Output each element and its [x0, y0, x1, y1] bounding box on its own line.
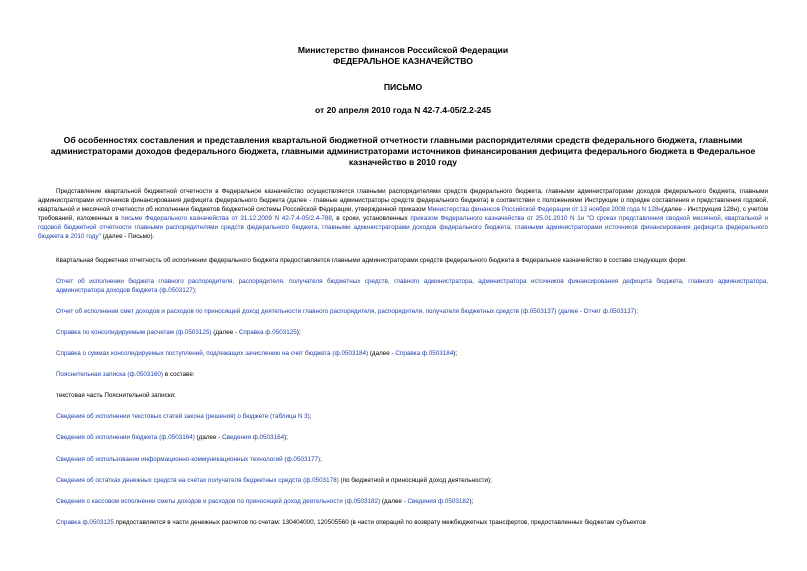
intro-text-1: Представление квартальной бюджетной отчетности в Федеральное казначейство осуществляется главными распорядителями средств федерального бюджета, главными администраторами доходов федерального бюджета, главными администраторами источников финансирования дефицита федерального бюджета (далее - главные администраторы средств федерального бюджета) в соответствии с положениями Инструкции о порядке составления и представления годовой, квартальной и месячной отчетности об исполнении бюджетов бюджетной системы Российской Федерации, утвержденной приказом: [38, 188, 768, 214]
link-form-0503127[interactable]: Отчет об исполнении бюджета главного распорядителя, распорядителя, получателя бюджетных средств, главного администратора, администратора источников финансирования дефицита бюджета, главного администратора, администратора доходов бюджета (ф.0503127);: [56, 277, 768, 294]
document-subject: Об особенностях составления и представления квартальной бюджетной отчетности главными распорядителями средств федерального бюджета, главными администраторами доходов федерального бюджета, главными администраторами источников финансирования дефицита федерального бюджета в Федеральное казначейство в 2010 году: [50, 135, 756, 167]
list-item: [38, 412, 768, 421]
list-item: текстовая часть Пояснительной записки;: [56, 392, 176, 400]
paragraph-forms: Квартальная бюджетная отчетность об исполнении федерального бюджета предоставляется главными администраторами средств федерального бюджета в Федеральное казначейство в составе следующих форм:: [56, 256, 688, 264]
paragraph-intro: [38, 187, 768, 242]
list-item: [38, 433, 768, 442]
intro-text-4: (далее - Письмо).: [100, 233, 155, 241]
list-item: [38, 307, 768, 316]
paragraph-text: предоставляется в части денежных расчетов по счетам: 130404000, 120505560 (в части операций по возврату межбюджетных трансфертов, предоставленных бюджетам субъектов: [113, 518, 646, 526]
document-page: [38, 0, 768, 527]
list-item-text: (далее -: [380, 497, 408, 505]
list-item: [38, 370, 768, 379]
list-item-text: );: [296, 328, 301, 336]
list-item-text: ;: [309, 413, 312, 421]
list-item-text: (далее -: [368, 350, 396, 358]
ministry-title: Министерство финансов Российской Федерации: [297, 45, 509, 55]
link-form-0503160[interactable]: Пояснительная записка (ф.0503160): [56, 371, 164, 379]
list-item-text: ;: [320, 455, 322, 463]
list-item-text: );: [284, 434, 288, 442]
list-item: [38, 277, 768, 295]
list-item-text: );: [469, 497, 474, 505]
document-type: ПИСЬМО: [383, 82, 423, 92]
link-form-0503178[interactable]: Сведения об остатках денежных средств на счетах получателя бюджетных средств (ф.0503178): [56, 476, 339, 484]
list-item: [38, 328, 768, 337]
list-item-text: (далее -: [211, 328, 239, 336]
list-item-text: в составе:: [163, 371, 195, 379]
list-item: [38, 476, 768, 485]
link-svedeniya-0503182[interactable]: Сведения ф.0503182: [407, 497, 470, 505]
link-form-0503125[interactable]: Справка по консолидируемым расчетам (ф.0503125): [56, 328, 212, 336]
link-form-0503182[interactable]: Сведения о кассовом исполнении сметы доходов и расходов по приносящей доход деятельности (ф.0503182): [56, 497, 381, 505]
link-order-128n[interactable]: Министерства финансов Российской Федерации от 13 ноября 2008 года N 128н: [427, 206, 662, 214]
treasury-title: ФЕДЕРАЛЬНОЕ КАЗНАЧЕЙСТВО: [333, 56, 473, 66]
link-form-0503137[interactable]: Отчет об исполнении смет доходов и расходов по приносящей доход деятельности главного распорядителя, распорядителя, получателя бюджетных средств (ф.0503137) (далее - Отчет ф.0503137);: [56, 307, 638, 315]
link-treasury-order-1n[interactable]: приказом Федерального казначейства от 25.01.2010 N 1н "О сроках представления сводной месячной, квартальной и годовой бюджетной отчетности главными распорядителями средств федерального бюджета, главными администраторами доходов федерального бюджета, главными администраторами источников финансирования дефицита федерального бюджета в 2010 году": [38, 215, 768, 241]
intro-text-2: (далее - Инструкция 128н), с учетом требований, изложенных в: [38, 206, 768, 223]
list-item-text: );: [453, 350, 458, 358]
link-spravka-0503125[interactable]: Справка ф.0503125: [238, 328, 297, 336]
list-item-text: (далее -: [194, 434, 223, 442]
intro-text-3: , в сроки, установленных: [331, 215, 411, 223]
list-item-text: (по бюджетной и приносящей доход деятельности);: [338, 476, 492, 484]
link-form-0503184[interactable]: Справка о суммах консолидируемых поступлений, подлежащих зачислению на счет бюджета (ф.0503184): [56, 350, 369, 358]
link-spravka-0503125-2[interactable]: Справка ф.0503125: [56, 518, 114, 526]
document-date-number: от 20 апреля 2010 года N 42-7.4-05/2.2-245: [314, 105, 492, 115]
link-spravka-0503184[interactable]: Справка ф.0503184: [395, 350, 454, 358]
link-form-0503177[interactable]: Сведения об использовании информационно-коммуникационных технологий (ф.0503177): [56, 455, 321, 463]
link-svedeniya-0503164[interactable]: Сведения ф.0503164: [222, 434, 285, 442]
paragraph-spravka: [38, 518, 768, 527]
link-table-3[interactable]: Сведения об исполнении текстовых статей закона (решения) о бюджете (таблица N 3): [56, 413, 310, 421]
list-item: [38, 455, 768, 464]
list-item: [38, 349, 768, 358]
link-treasury-letter[interactable]: письме Федерального казначейства от 31.12.2009 N 42-7.4-05/2.4-788: [121, 215, 332, 223]
link-form-0503164[interactable]: Сведения об исполнении бюджета (ф.0503164): [56, 434, 195, 442]
list-item: [38, 497, 768, 506]
